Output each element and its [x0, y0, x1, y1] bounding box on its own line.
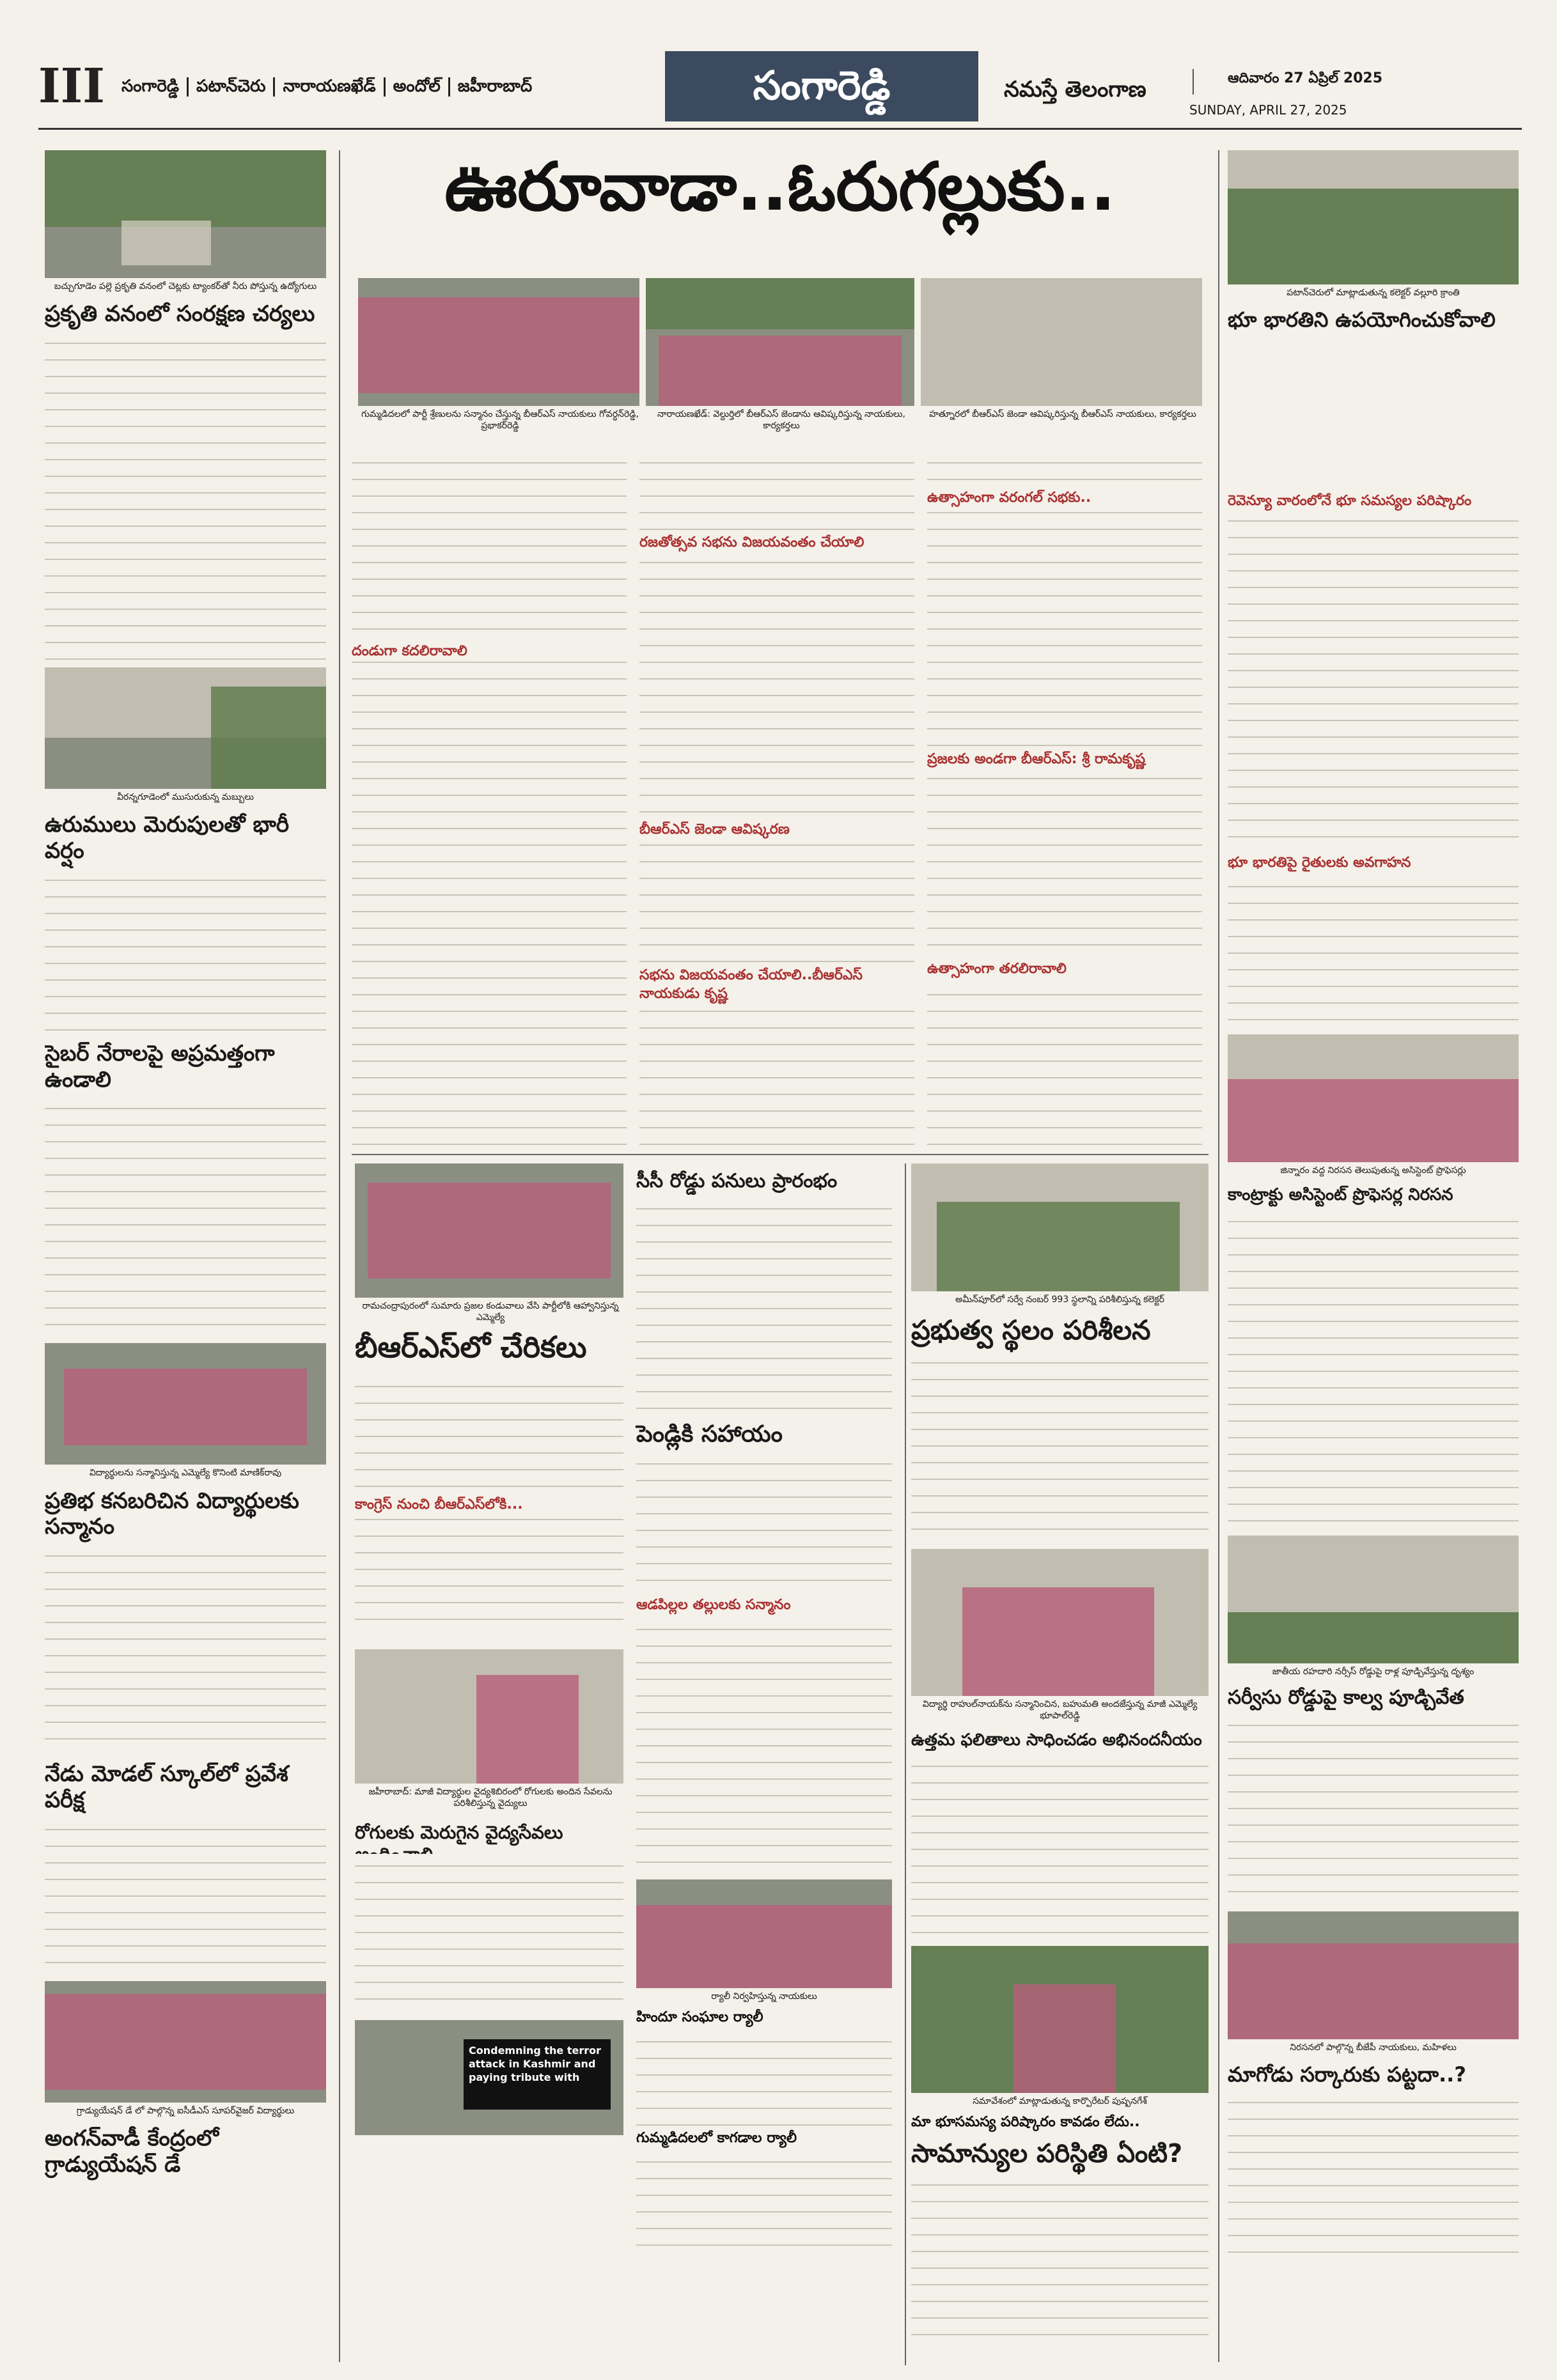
- article-body: [1228, 875, 1519, 1028]
- photo: [45, 150, 326, 278]
- headline: సర్వీసు రోడ్డుపై కాల్వ పూడ్చివేత: [1228, 1686, 1464, 1709]
- subhead: ఉత్సాహంగా తరలిరావాలి: [927, 960, 1202, 979]
- photo-caption: జిన్నారం వద్ద నిరసన తెలుపుతున్న అసిస్టెంట్ ప్రొఫెసర్లు: [1280, 1165, 1466, 1176]
- photo: [355, 2020, 623, 2135]
- photo: [45, 667, 326, 789]
- district-list: [121, 77, 532, 100]
- city-title: సంగారెడ్డి: [665, 51, 978, 121]
- lead-story: [352, 150, 1209, 1154]
- article-body: [636, 1617, 892, 1873]
- subhead: ఉత్సాహంగా వరంగల్ సభకు..: [927, 489, 1202, 508]
- subhead: హిందూ సంఘాల ర్యాలీ: [636, 2009, 763, 2025]
- article-body: [1228, 492, 1519, 850]
- photo: [358, 278, 639, 406]
- subhead: భూ భారతిపై రైతులకు అవగాహన: [1228, 854, 1411, 871]
- headline: ఉరుములు మెరుపులతో భారీ వర్షం: [45, 812, 290, 864]
- subhead: మా భూసమస్య పరిష్కారం కావడం లేదు..: [911, 2114, 1140, 2131]
- headline: మాగోడు సర్కారుకు పట్టదా..?: [1228, 2062, 1466, 2087]
- photo: [355, 1649, 623, 1784]
- article-body: [911, 1351, 1209, 1543]
- photo: [921, 278, 1202, 406]
- article-body: [45, 868, 326, 1034]
- photo-caption: వీరన్నగూడెంలో ముసురుకున్న మబ్బులు: [116, 791, 254, 802]
- photo-caption: పటాన్‌చెరులో మాట్లాడుతున్న కలెక్టర్ వల్లూరి క్రాంతి: [1287, 288, 1460, 298]
- center-column: [355, 1163, 892, 2365]
- photo: [45, 1343, 326, 1465]
- photo: [1228, 1536, 1519, 1663]
- photo-caption: నిరసనలో పాల్గొన్న బీజేపీ నాయకులు, మహిళలు: [1290, 2042, 1457, 2053]
- photo-caption: గ్రాడ్యుయేషన్ డే లో పాల్గొన్న ఐసీడీఎస్ సూపర్‌వైజర్ విద్యార్థులు: [76, 2105, 295, 2116]
- headline: అంగన్‌వాడీ కేంద్రంలో గ్రాడ్యుయేషన్ డే: [45, 2125, 219, 2177]
- photo: [1228, 1034, 1519, 1162]
- photo-caption: బచ్చుగూడెం పల్లె ప్రకృతి వనంలో చెట్లకు ట్యాంకర్‌తో నీరు పోస్తున్న ఉద్యోగులు: [54, 281, 317, 292]
- photo-caption: రామచంద్రాపురంలో సుమారు ప్రజల కండువాలు వేసి పార్టీలోకి ఆహ్వానిస్తున్న ఎమ్మెల్యే: [362, 1301, 619, 1323]
- subhead: సభను విజయవంతం చేయాలి..బీఆర్ఎస్ నాయకుడు కృష్ణ: [639, 967, 914, 1003]
- photo: [911, 1163, 1209, 1291]
- headline: ప్రతిభ కనబరిచిన విద్యార్థులకు సన్మానం: [45, 1488, 299, 1540]
- subhead: రెవెన్యూ వారంలోనే భూ సమస్యల పరిష్కారం: [1228, 492, 1519, 511]
- subhead: ఆడపిల్లల తల్లులకు సన్మానం: [636, 1597, 791, 1614]
- masthead-rule: [38, 128, 1522, 130]
- article-body: [45, 331, 326, 664]
- article-body: [911, 2173, 1209, 2339]
- subhead: ప్రజలకు అండగా బీఆర్ఎస్: శ్రీ రామకృష్ణ: [927, 751, 1202, 769]
- right-column: [911, 1163, 1209, 2365]
- photo: [911, 1946, 1209, 2093]
- district-name: పటాన్‌చెరు: [196, 77, 266, 96]
- photo-caption: జాతీయ రహదారి నర్సీస్ రోడ్డుపై రాళ్ల పూడ్చివేస్తున్న దృశ్యం: [1272, 1666, 1475, 1677]
- article-body: [639, 451, 914, 1154]
- photo: [911, 1549, 1209, 1696]
- page-number: III: [38, 59, 105, 114]
- district-name: సంగారెడ్డి: [121, 77, 180, 96]
- photo: [1228, 150, 1519, 284]
- headline: ప్రభుత్వ స్థలం పరిశీలన: [911, 1314, 1151, 1346]
- article-body: [636, 1197, 892, 1414]
- date-telugu: ఆదివారం 27 ఏప్రిల్ 2025: [1228, 70, 1383, 86]
- article-body: [911, 1754, 1209, 1940]
- article-body: [352, 451, 627, 1154]
- district-name: అందోల్: [393, 77, 441, 96]
- headline: సీసీ రోడ్డు పనులు ప్రారంభం: [636, 1170, 838, 1192]
- article-body: [1228, 2090, 1519, 2257]
- photo-caption: హత్నూరలో బీఆర్ఎస్ జెండా ఆవిష్కరిస్తున్న బీఆర్ఎస్ నాయకులు, కార్యకర్తలు: [929, 409, 1196, 419]
- photo: [355, 1163, 623, 1298]
- photo: [646, 278, 914, 406]
- photo-caption: విద్యార్థి రాహుల్‌నాయక్‌ను సన్మానించిన, బహుమతి అందజేస్తున్న మాజీ ఎమ్మెల్యే భూపాల్‌రెడ్డి: [922, 1699, 1198, 1721]
- subhead: దండుగా కదలిరావాలి: [352, 642, 627, 661]
- article-body: [1228, 1713, 1519, 1905]
- headline: పెండ్లికి సహాయం: [636, 1421, 783, 1447]
- paper-name: నమస్తే తెలంగాణ: [1004, 77, 1146, 102]
- subhead: బీఆర్ఎస్ జెండా ఆవిష్కరణ: [639, 821, 914, 839]
- photo-caption: నారాయణఖేడ్: వెల్దుర్తిలో బీఆర్ఎస్ జెండాను ఆవిష్కరిస్తున్న నాయకులు, కార్యకర్తలు: [657, 409, 905, 432]
- photo-caption: జహీరాబాద్: మాజీ విద్యార్థుల వైద్యశిబిరంలో రోగులకు అందిన సేవలను పరిశీలిస్తున్న వైద్యులు: [368, 1787, 613, 1809]
- photo-caption: విద్యార్థులను సన్మానిస్తున్న ఎమ్మెల్యే కొనింటి మాణిక్‌రావు: [89, 1468, 282, 1479]
- subhead: రజతోత్సవ సభను విజయవంతం చేయాలి: [639, 534, 914, 552]
- subhead: గుమ్మడిదలలో కాగడాల ర్యాలీ: [636, 2129, 797, 2146]
- headline: ఉత్తమ ఫలితాలు సాధించడం అభినందనీయం: [911, 1730, 1202, 1750]
- article-body: [1228, 1209, 1519, 1529]
- district-name: నారాయణఖేడ్: [283, 77, 376, 96]
- photo-caption: ర్యాలీ నిర్వహిస్తున్న నాయకులు: [711, 1991, 817, 2002]
- article-body: [636, 2030, 892, 2126]
- headline: నేడు మోడల్ స్కూల్‌లో ప్రవేశ పరీక్ష: [45, 1761, 288, 1813]
- lead-headline: ఊరూవాడా..ఓరుగల్లుకు..: [444, 150, 1116, 226]
- headline: రోగులకు మెరుగైన వైద్యసేవలు: [355, 1822, 563, 1843]
- article-body: [45, 1544, 326, 1755]
- photo: [45, 1981, 326, 2103]
- photo: [636, 1879, 892, 1988]
- article-body: [355, 1374, 623, 1630]
- headline: సైబర్ నేరాలపై అప్రమత్తంగా ఉండాలి: [45, 1040, 275, 1093]
- left-column: [45, 150, 326, 2362]
- article-body: [636, 1452, 892, 1592]
- article-body: [355, 1854, 623, 2007]
- photo-caption: సమావేశంలో మాట్లాడుతున్న కార్పొరేటర్ పుష్పనగేశ్: [973, 2096, 1147, 2107]
- date-english: SUNDAY, APRIL 27, 2025: [1189, 102, 1347, 118]
- headline: భూ భారతిని ఉపయోగించుకోవాలి: [1228, 307, 1496, 332]
- headline: కాంట్రాక్టు అసిస్టెంట్ ప్రొఫెసర్ల నిరసన: [1228, 1185, 1453, 1205]
- headline: బీఆర్ఎస్‌లో చేరికలు: [355, 1330, 587, 1364]
- photo-caption: అమీన్‌పూర్‌లో సర్వే నంబర్ 993 స్థలాన్ని పరిశీలిస్తున్న కలెక్టర్: [955, 1295, 1164, 1305]
- protest-banner: Condemning the terror attack in Kashmir and paying tribute with: [464, 2039, 611, 2110]
- headline: ప్రకృతి వనంలో సంరక్షణ చర్యలు: [45, 301, 315, 327]
- headline: సామాన్యుల పరిస్థితి ఏంటి?: [911, 2138, 1183, 2168]
- subhead: కాంగ్రెస్ నుంచి బీఆర్ఎస్‌లోకి...: [355, 1496, 623, 1514]
- masthead: [38, 51, 1522, 121]
- far-right-column: [1228, 150, 1519, 2362]
- article-body: [45, 1817, 326, 1977]
- photo-caption: గుమ్మడిదలలో పార్టీ శ్రేణులను సన్మానం చేస్తున్న బీఆర్ఎస్ నాయకులు గోవర్ధన్‌రెడ్డి, ప్రభాకర్‌రెడ్డి: [361, 409, 639, 432]
- article-body: [927, 451, 1202, 1154]
- article-body: [45, 1096, 326, 1339]
- district-name: జహీరాబాద్: [457, 77, 533, 96]
- article-body: [636, 2150, 892, 2246]
- photo: [1228, 1911, 1519, 2039]
